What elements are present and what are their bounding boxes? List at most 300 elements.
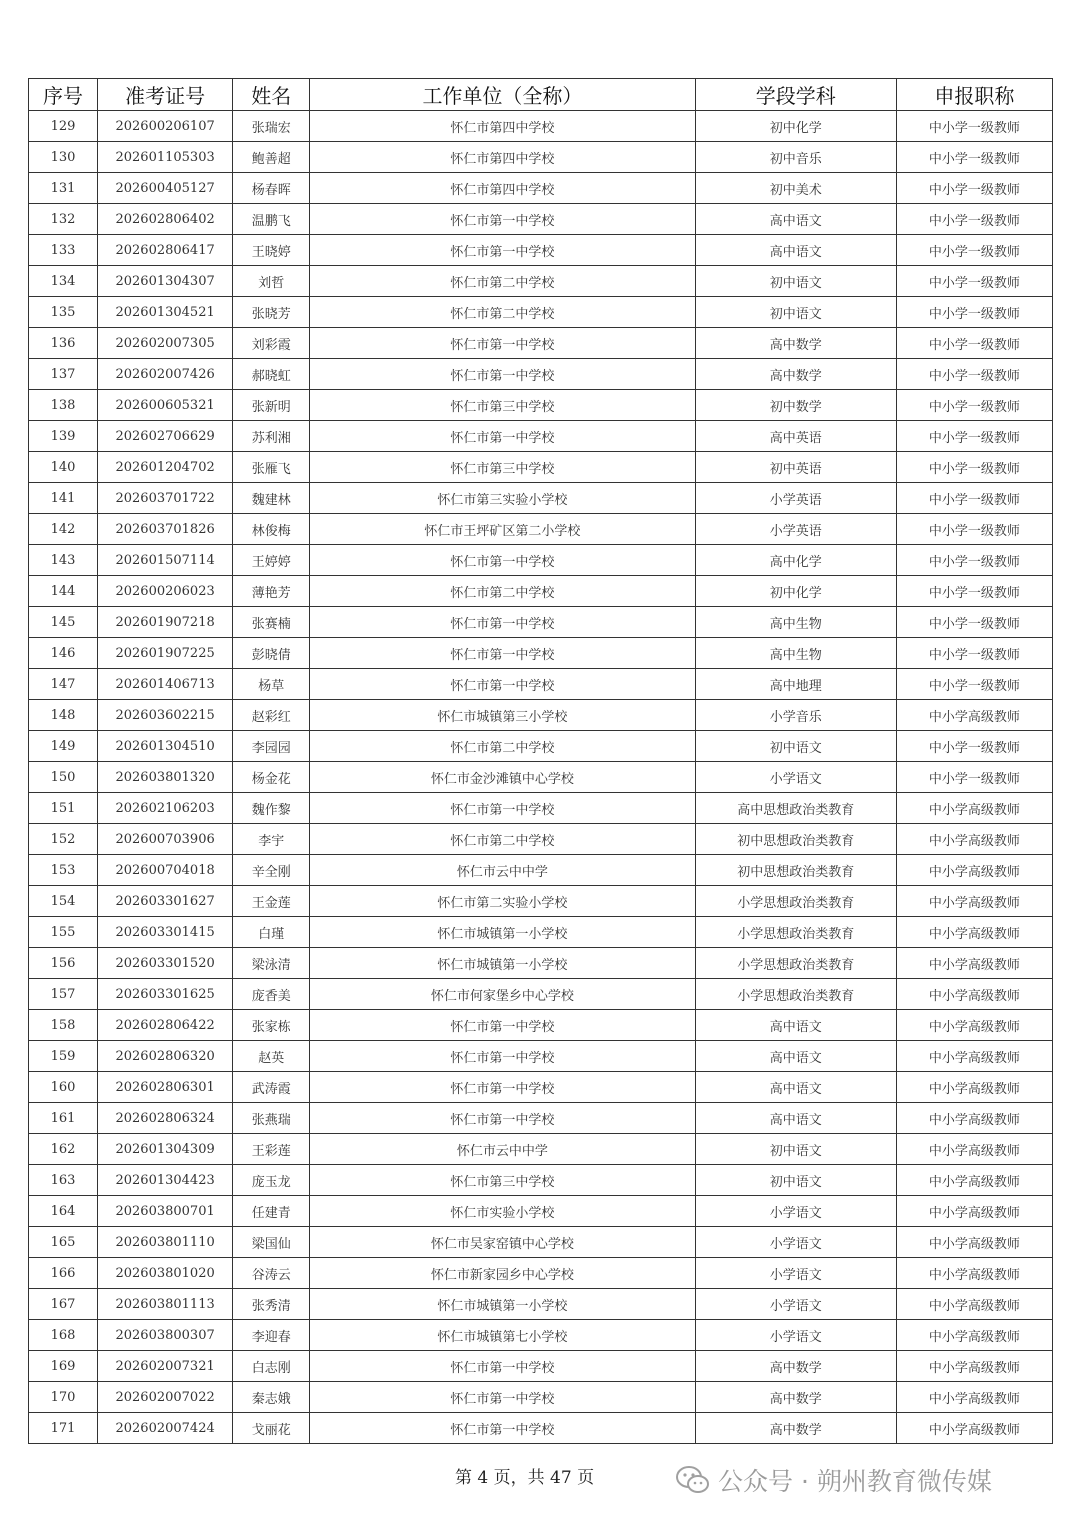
cell-name: 林俊梅 <box>233 514 310 545</box>
table-row <box>29 576 1053 607</box>
cell-name: 李宇 <box>233 824 310 855</box>
cell-index: 168 <box>29 1320 98 1351</box>
cell-work-unit: 怀仁市第二中学校 <box>310 576 695 607</box>
cell-work-unit: 怀仁市第一中学校 <box>310 328 695 359</box>
cell-index: 161 <box>29 1103 98 1134</box>
cell-work-unit: 怀仁市第二实验小学校 <box>310 886 695 917</box>
cell-subject: 小学思想政治类教育 <box>695 917 896 948</box>
cell-index: 165 <box>29 1227 98 1258</box>
cell-exam-id: 202602806324 <box>98 1103 233 1134</box>
header-exam-id: 准考证号 <box>98 79 233 111</box>
table-row <box>29 1382 1053 1413</box>
header-index: 序号 <box>29 79 98 111</box>
page-footer <box>0 1460 1080 1500</box>
cell-work-unit: 怀仁市第一中学校 <box>310 1413 695 1444</box>
table-row <box>29 142 1053 173</box>
cell-exam-id: 202602806402 <box>98 204 233 235</box>
cell-work-unit: 怀仁市城镇第一小学校 <box>310 948 695 979</box>
cell-title: 中小学一级教师 <box>896 576 1052 607</box>
cell-subject: 初中思想政治类教育 <box>695 824 896 855</box>
cell-exam-id: 202603701722 <box>98 483 233 514</box>
cell-exam-id: 202602806320 <box>98 1041 233 1072</box>
cell-work-unit: 怀仁市第四中学校 <box>310 111 695 142</box>
cell-title: 中小学高级教师 <box>896 700 1052 731</box>
cell-name: 张新明 <box>233 390 310 421</box>
cell-index: 163 <box>29 1165 98 1196</box>
header-name: 姓名 <box>233 79 310 111</box>
cell-work-unit: 怀仁市第一中学校 <box>310 1041 695 1072</box>
table-row <box>29 1289 1053 1320</box>
table-row <box>29 421 1053 452</box>
cell-exam-id: 202601406713 <box>98 669 233 700</box>
header-work-unit: 工作单位（全称） <box>310 79 695 111</box>
cell-work-unit: 怀仁市第一中学校 <box>310 1072 695 1103</box>
cell-title: 中小学一级教师 <box>896 638 1052 669</box>
cell-title: 中小学高级教师 <box>896 1072 1052 1103</box>
cell-index: 143 <box>29 545 98 576</box>
cell-exam-id: 202601304423 <box>98 1165 233 1196</box>
cell-title: 中小学一级教师 <box>896 669 1052 700</box>
cell-title: 中小学一级教师 <box>896 235 1052 266</box>
cell-name: 魏建林 <box>233 483 310 514</box>
cell-title: 中小学高级教师 <box>896 917 1052 948</box>
cell-name: 辛全刚 <box>233 855 310 886</box>
cell-subject: 高中语文 <box>695 1041 896 1072</box>
table-row <box>29 669 1053 700</box>
cell-exam-id: 202603301415 <box>98 917 233 948</box>
cell-subject: 高中数学 <box>695 328 896 359</box>
cell-exam-id: 202603800307 <box>98 1320 233 1351</box>
table-row <box>29 545 1053 576</box>
watermark <box>676 1460 992 1500</box>
cell-title: 中小学一级教师 <box>896 545 1052 576</box>
cell-title: 中小学一级教师 <box>896 328 1052 359</box>
cell-title: 中小学一级教师 <box>896 483 1052 514</box>
cell-title: 中小学高级教师 <box>896 824 1052 855</box>
cell-name: 刘哲 <box>233 266 310 297</box>
cell-index: 169 <box>29 1351 98 1382</box>
table-row <box>29 483 1053 514</box>
cell-name: 郝晓虹 <box>233 359 310 390</box>
cell-work-unit: 怀仁市第一中学校 <box>310 545 695 576</box>
cell-subject: 高中地理 <box>695 669 896 700</box>
table-body <box>29 111 1053 1444</box>
cell-work-unit: 怀仁市第二中学校 <box>310 297 695 328</box>
table-header <box>29 79 1053 111</box>
table-row <box>29 607 1053 638</box>
cell-index: 150 <box>29 762 98 793</box>
table-row <box>29 917 1053 948</box>
cell-title: 中小学高级教师 <box>896 1413 1052 1444</box>
table-row <box>29 328 1053 359</box>
cell-subject: 高中生物 <box>695 638 896 669</box>
cell-name: 李迎春 <box>233 1320 310 1351</box>
cell-exam-id: 202602007321 <box>98 1351 233 1382</box>
cell-subject: 小学语文 <box>695 762 896 793</box>
cell-exam-id: 202603301520 <box>98 948 233 979</box>
cell-name: 张雁飞 <box>233 452 310 483</box>
cell-subject: 小学音乐 <box>695 700 896 731</box>
table-row <box>29 1320 1053 1351</box>
cell-title: 中小学高级教师 <box>896 793 1052 824</box>
cell-title: 中小学一级教师 <box>896 111 1052 142</box>
table-row <box>29 1227 1053 1258</box>
cell-work-unit: 怀仁市实验小学校 <box>310 1196 695 1227</box>
cell-title: 中小学高级教师 <box>896 1196 1052 1227</box>
cell-name: 张燕瑞 <box>233 1103 310 1134</box>
table-row <box>29 390 1053 421</box>
cell-subject: 小学英语 <box>695 514 896 545</box>
cell-work-unit: 怀仁市第一中学校 <box>310 669 695 700</box>
table-row <box>29 266 1053 297</box>
cell-subject: 高中语文 <box>695 1072 896 1103</box>
cell-name: 庞香美 <box>233 979 310 1010</box>
cell-work-unit: 怀仁市第二中学校 <box>310 731 695 762</box>
cell-name: 武涛霞 <box>233 1072 310 1103</box>
cell-index: 129 <box>29 111 98 142</box>
cell-index: 154 <box>29 886 98 917</box>
cell-work-unit: 怀仁市云中中学 <box>310 855 695 886</box>
cell-name: 杨金花 <box>233 762 310 793</box>
table-row <box>29 731 1053 762</box>
header-row <box>29 79 1053 111</box>
cell-name: 王彩莲 <box>233 1134 310 1165</box>
cell-subject: 初中语文 <box>695 731 896 762</box>
table-row <box>29 1041 1053 1072</box>
cell-subject: 初中美术 <box>695 173 896 204</box>
cell-exam-id: 202600405127 <box>98 173 233 204</box>
cell-index: 159 <box>29 1041 98 1072</box>
cell-exam-id: 202600605321 <box>98 390 233 421</box>
cell-name: 张秀清 <box>233 1289 310 1320</box>
cell-work-unit: 怀仁市何家堡乡中心学校 <box>310 979 695 1010</box>
cell-name: 魏作黎 <box>233 793 310 824</box>
cell-name: 梁泳清 <box>233 948 310 979</box>
cell-exam-id: 202603301625 <box>98 979 233 1010</box>
cell-index: 152 <box>29 824 98 855</box>
cell-exam-id: 202602007022 <box>98 1382 233 1413</box>
cell-index: 131 <box>29 173 98 204</box>
cell-exam-id: 202602806301 <box>98 1072 233 1103</box>
table-row <box>29 1010 1053 1041</box>
cell-work-unit: 怀仁市第三中学校 <box>310 452 695 483</box>
table-row <box>29 1413 1053 1444</box>
cell-subject: 小学思想政治类教育 <box>695 979 896 1010</box>
cell-subject: 初中化学 <box>695 576 896 607</box>
cell-work-unit: 怀仁市第一中学校 <box>310 638 695 669</box>
table-row <box>29 948 1053 979</box>
cell-work-unit: 怀仁市第四中学校 <box>310 142 695 173</box>
cell-index: 133 <box>29 235 98 266</box>
cell-work-unit: 怀仁市城镇第一小学校 <box>310 917 695 948</box>
cell-subject: 初中音乐 <box>695 142 896 173</box>
cell-title: 中小学一级教师 <box>896 514 1052 545</box>
cell-subject: 初中数学 <box>695 390 896 421</box>
cell-name: 王金莲 <box>233 886 310 917</box>
table-row <box>29 1196 1053 1227</box>
cell-name: 苏利湘 <box>233 421 310 452</box>
cell-subject: 高中生物 <box>695 607 896 638</box>
cell-exam-id: 202603301627 <box>98 886 233 917</box>
cell-subject: 初中英语 <box>695 452 896 483</box>
cell-work-unit: 怀仁市第一中学校 <box>310 235 695 266</box>
cell-work-unit: 怀仁市第一中学校 <box>310 1010 695 1041</box>
cell-index: 135 <box>29 297 98 328</box>
cell-index: 149 <box>29 731 98 762</box>
cell-index: 139 <box>29 421 98 452</box>
cell-work-unit: 怀仁市王坪矿区第二小学校 <box>310 514 695 545</box>
cell-title: 中小学高级教师 <box>896 1010 1052 1041</box>
cell-work-unit: 怀仁市第一中学校 <box>310 421 695 452</box>
cell-exam-id: 202601507114 <box>98 545 233 576</box>
cell-name: 梁国仙 <box>233 1227 310 1258</box>
cell-index: 160 <box>29 1072 98 1103</box>
cell-exam-id: 202602806422 <box>98 1010 233 1041</box>
cell-name: 杨草 <box>233 669 310 700</box>
cell-name: 王婷婷 <box>233 545 310 576</box>
cell-index: 130 <box>29 142 98 173</box>
cell-index: 147 <box>29 669 98 700</box>
table-row <box>29 452 1053 483</box>
table-row <box>29 1351 1053 1382</box>
cell-name: 温鹏飞 <box>233 204 310 235</box>
cell-title: 中小学高级教师 <box>896 1258 1052 1289</box>
cell-exam-id: 202602706629 <box>98 421 233 452</box>
cell-exam-id: 202601907225 <box>98 638 233 669</box>
cell-subject: 初中语文 <box>695 266 896 297</box>
cell-title: 中小学高级教师 <box>896 948 1052 979</box>
table-row <box>29 359 1053 390</box>
cell-exam-id: 202601204702 <box>98 452 233 483</box>
cell-index: 141 <box>29 483 98 514</box>
cell-index: 146 <box>29 638 98 669</box>
cell-name: 李园园 <box>233 731 310 762</box>
cell-exam-id: 202603701826 <box>98 514 233 545</box>
cell-subject: 高中英语 <box>695 421 896 452</box>
candidate-table <box>28 78 1053 1444</box>
cell-work-unit: 怀仁市云中中学 <box>310 1134 695 1165</box>
cell-subject: 高中语文 <box>695 204 896 235</box>
cell-title: 中小学高级教师 <box>896 1227 1052 1258</box>
cell-index: 171 <box>29 1413 98 1444</box>
wechat-icon <box>676 1465 710 1495</box>
cell-exam-id: 202603801113 <box>98 1289 233 1320</box>
cell-subject: 高中语文 <box>695 1010 896 1041</box>
cell-work-unit: 怀仁市吴家窑镇中心学校 <box>310 1227 695 1258</box>
cell-title: 中小学高级教师 <box>896 979 1052 1010</box>
table-row <box>29 1134 1053 1165</box>
cell-index: 151 <box>29 793 98 824</box>
cell-subject: 小学语文 <box>695 1320 896 1351</box>
cell-work-unit: 怀仁市第二中学校 <box>310 266 695 297</box>
cell-work-unit: 怀仁市第一中学校 <box>310 1382 695 1413</box>
cell-exam-id: 202602806417 <box>98 235 233 266</box>
cell-work-unit: 怀仁市城镇第一小学校 <box>310 1289 695 1320</box>
cell-subject: 小学语文 <box>695 1227 896 1258</box>
cell-title: 中小学一级教师 <box>896 390 1052 421</box>
cell-subject: 高中化学 <box>695 545 896 576</box>
cell-name: 刘彩霞 <box>233 328 310 359</box>
cell-work-unit: 怀仁市第一中学校 <box>310 793 695 824</box>
cell-index: 155 <box>29 917 98 948</box>
cell-subject: 高中语文 <box>695 235 896 266</box>
cell-work-unit: 怀仁市第一中学校 <box>310 1351 695 1382</box>
cell-title: 中小学高级教师 <box>896 1041 1052 1072</box>
cell-name: 张瑞宏 <box>233 111 310 142</box>
cell-work-unit: 怀仁市第三实验小学校 <box>310 483 695 514</box>
table-row <box>29 700 1053 731</box>
cell-name: 任建青 <box>233 1196 310 1227</box>
cell-subject: 高中数学 <box>695 1413 896 1444</box>
cell-work-unit: 怀仁市城镇第三小学校 <box>310 700 695 731</box>
cell-exam-id: 202600206107 <box>98 111 233 142</box>
cell-title: 中小学一级教师 <box>896 359 1052 390</box>
cell-name: 赵英 <box>233 1041 310 1072</box>
cell-name: 戈丽花 <box>233 1413 310 1444</box>
table-row <box>29 824 1053 855</box>
cell-index: 137 <box>29 359 98 390</box>
cell-index: 144 <box>29 576 98 607</box>
cell-name: 庞玉龙 <box>233 1165 310 1196</box>
cell-subject: 小学英语 <box>695 483 896 514</box>
table-row <box>29 886 1053 917</box>
cell-name: 薄艳芳 <box>233 576 310 607</box>
cell-index: 148 <box>29 700 98 731</box>
cell-name: 张家栋 <box>233 1010 310 1041</box>
cell-subject: 小学语文 <box>695 1289 896 1320</box>
cell-subject: 初中思想政治类教育 <box>695 855 896 886</box>
cell-subject: 初中化学 <box>695 111 896 142</box>
cell-subject: 小学思想政治类教育 <box>695 886 896 917</box>
table-row <box>29 514 1053 545</box>
cell-name: 彭晓倩 <box>233 638 310 669</box>
cell-exam-id: 202600206023 <box>98 576 233 607</box>
cell-index: 167 <box>29 1289 98 1320</box>
cell-index: 166 <box>29 1258 98 1289</box>
table-row <box>29 235 1053 266</box>
cell-index: 157 <box>29 979 98 1010</box>
cell-title: 中小学一级教师 <box>896 142 1052 173</box>
cell-exam-id: 202600703906 <box>98 824 233 855</box>
cell-title: 中小学一级教师 <box>896 731 1052 762</box>
table-row <box>29 1103 1053 1134</box>
cell-name: 杨春晖 <box>233 173 310 204</box>
cell-name: 王晓婷 <box>233 235 310 266</box>
cell-name: 赵彩红 <box>233 700 310 731</box>
cell-exam-id: 202603800701 <box>98 1196 233 1227</box>
cell-index: 132 <box>29 204 98 235</box>
cell-name: 谷涛云 <box>233 1258 310 1289</box>
cell-index: 164 <box>29 1196 98 1227</box>
table-row <box>29 1072 1053 1103</box>
cell-name: 秦志娥 <box>233 1382 310 1413</box>
table-row <box>29 638 1053 669</box>
cell-exam-id: 202600704018 <box>98 855 233 886</box>
cell-subject: 小学语文 <box>695 1196 896 1227</box>
table-row <box>29 762 1053 793</box>
cell-title: 中小学高级教师 <box>896 1382 1052 1413</box>
cell-index: 156 <box>29 948 98 979</box>
cell-work-unit: 怀仁市第二中学校 <box>310 824 695 855</box>
cell-subject: 初中语文 <box>695 1165 896 1196</box>
cell-exam-id: 202603801320 <box>98 762 233 793</box>
cell-exam-id: 202601304510 <box>98 731 233 762</box>
table-row <box>29 297 1053 328</box>
cell-work-unit: 怀仁市第一中学校 <box>310 359 695 390</box>
cell-title: 中小学高级教师 <box>896 1103 1052 1134</box>
cell-subject: 小学语文 <box>695 1258 896 1289</box>
cell-title: 中小学一级教师 <box>896 421 1052 452</box>
cell-exam-id: 202601304309 <box>98 1134 233 1165</box>
cell-title: 中小学一级教师 <box>896 173 1052 204</box>
cell-work-unit: 怀仁市新家园乡中心学校 <box>310 1258 695 1289</box>
cell-subject: 初中语文 <box>695 297 896 328</box>
cell-subject: 初中语文 <box>695 1134 896 1165</box>
cell-title: 中小学高级教师 <box>896 1134 1052 1165</box>
cell-work-unit: 怀仁市城镇第七小学校 <box>310 1320 695 1351</box>
cell-index: 145 <box>29 607 98 638</box>
cell-title: 中小学一级教师 <box>896 607 1052 638</box>
cell-index: 162 <box>29 1134 98 1165</box>
table-row <box>29 855 1053 886</box>
cell-subject: 高中数学 <box>695 1351 896 1382</box>
cell-work-unit: 怀仁市第一中学校 <box>310 1103 695 1134</box>
cell-index: 170 <box>29 1382 98 1413</box>
cell-subject: 高中语文 <box>695 1103 896 1134</box>
cell-work-unit: 怀仁市第三中学校 <box>310 1165 695 1196</box>
cell-subject: 高中思想政治类教育 <box>695 793 896 824</box>
cell-exam-id: 202602106203 <box>98 793 233 824</box>
cell-work-unit: 怀仁市金沙滩镇中心学校 <box>310 762 695 793</box>
cell-index: 142 <box>29 514 98 545</box>
watermark-text: 公众号 · 朔州教育微传媒 <box>718 1467 992 1496</box>
cell-subject: 高中数学 <box>695 359 896 390</box>
table-row <box>29 1165 1053 1196</box>
cell-index: 134 <box>29 266 98 297</box>
header-title: 申报职称 <box>896 79 1052 111</box>
document-sheet <box>28 78 1053 1444</box>
cell-work-unit: 怀仁市第一中学校 <box>310 204 695 235</box>
cell-exam-id: 202601304307 <box>98 266 233 297</box>
cell-name: 鲍善超 <box>233 142 310 173</box>
cell-subject: 高中数学 <box>695 1382 896 1413</box>
cell-title: 中小学一级教师 <box>896 266 1052 297</box>
cell-title: 中小学高级教师 <box>896 1351 1052 1382</box>
cell-title: 中小学高级教师 <box>896 1320 1052 1351</box>
cell-title: 中小学一级教师 <box>896 452 1052 483</box>
header-subject: 学段学科 <box>695 79 896 111</box>
table-row <box>29 173 1053 204</box>
cell-exam-id: 202601304521 <box>98 297 233 328</box>
cell-subject: 小学思想政治类教育 <box>695 948 896 979</box>
cell-exam-id: 202602007305 <box>98 328 233 359</box>
cell-title: 中小学一级教师 <box>896 762 1052 793</box>
cell-title: 中小学高级教师 <box>896 855 1052 886</box>
cell-work-unit: 怀仁市第四中学校 <box>310 173 695 204</box>
table-row <box>29 793 1053 824</box>
table-row <box>29 111 1053 142</box>
cell-title: 中小学高级教师 <box>896 1165 1052 1196</box>
cell-exam-id: 202603801020 <box>98 1258 233 1289</box>
cell-exam-id: 202603602215 <box>98 700 233 731</box>
cell-index: 138 <box>29 390 98 421</box>
cell-exam-id: 202602007426 <box>98 359 233 390</box>
cell-index: 140 <box>29 452 98 483</box>
cell-exam-id: 202601907218 <box>98 607 233 638</box>
table-row <box>29 979 1053 1010</box>
cell-title: 中小学高级教师 <box>896 886 1052 917</box>
cell-exam-id: 202602007424 <box>98 1413 233 1444</box>
